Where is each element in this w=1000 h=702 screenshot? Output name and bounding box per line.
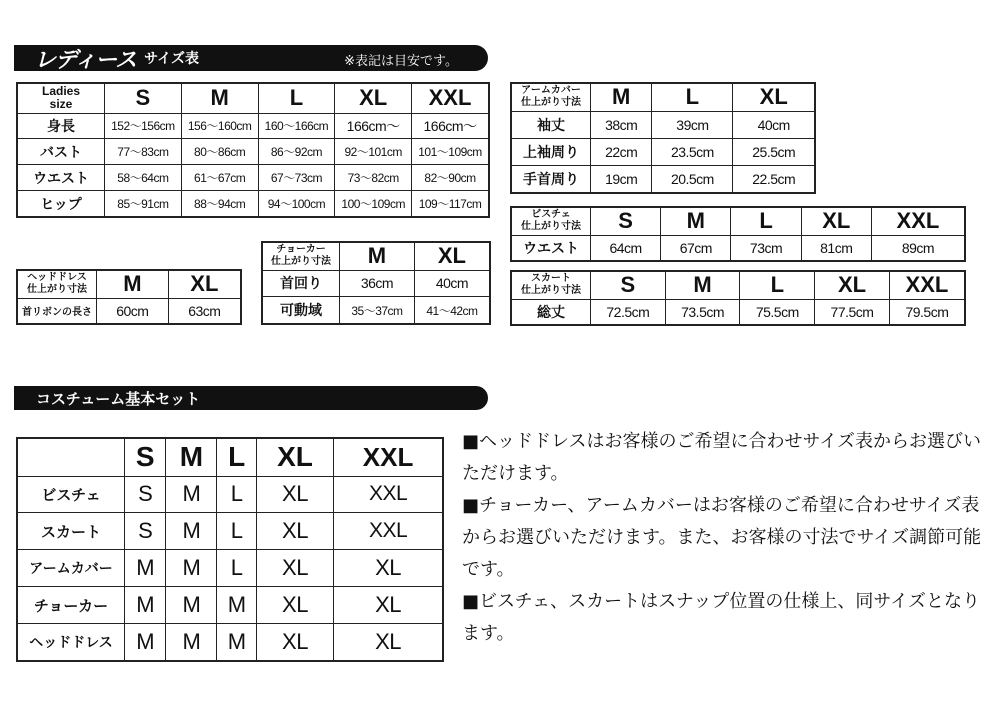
skirt-corner-line2: 仕上がり寸法 [521,285,581,297]
ladies-cell: 94～100cm [258,191,335,217]
headdress-corner-line2: 仕上がり寸法 [27,284,87,296]
ladies-cell: 58～64cm [105,165,182,191]
bustier-header-xxl: XXL [871,207,965,235]
note-bustier-skirt: ■ビスチェ、スカートはスナップ位置の仕様上、同サイズとなります。 [462,591,980,644]
bustier-cell: 67cm [661,235,731,261]
costume-cell: L [217,550,257,587]
headdress-corner-line1: ヘッドドレス [27,272,87,284]
choker-row-label: 可動域 [262,297,340,324]
note-choker-arm: ■チョーカー、アームカバーはお客様のご希望に合わせサイズ表からお選びいただけます。また、お客様の寸法でサイズ調節可能です。 [462,495,982,580]
skirt-corner-line1: スカート [531,273,571,285]
costume-cell: M [217,587,257,624]
ladies-row-label: 身長 [17,113,105,139]
skirt-corner [511,271,591,299]
bustier-cell: 89cm [871,235,965,261]
headdress-corner [17,270,97,298]
choker-table [261,241,491,325]
choker-row-label: 首回り [262,270,340,297]
arm-cover-table [510,82,816,194]
arm-header-m: M [591,83,652,111]
headdress-header-m: M [97,270,169,298]
arm-cell: 23.5cm [652,138,733,165]
bustier-header-xl: XL [801,207,871,235]
costume-header-m: M [166,438,217,476]
ladies-cell: 86～92cm [258,139,335,165]
arm-row-label: 上袖周り [511,138,591,165]
arm-cell: 20.5cm [652,165,733,193]
ladies-cell: 156～160cm [181,113,258,139]
bustier-header-l: L [731,207,801,235]
choker-cell: 36cm [340,270,415,297]
ladies-cell: 67～73cm [258,165,335,191]
costume-cell: M [217,623,257,661]
costume-cell: M [166,623,217,661]
skirt-cell: 72.5cm [591,299,666,325]
costume-cell: L [217,476,257,513]
skirt-cell: 73.5cm [665,299,740,325]
ladies-cell: 152～156cm [105,113,182,139]
choker-cell: 40cm [414,270,490,297]
costume-cell: S [125,513,166,550]
arm-header-xl: XL [733,83,815,111]
bustier-cell: 81cm [801,235,871,261]
ladies-header-s: S [105,83,182,113]
choker-corner-line1: チョーカー [276,244,326,256]
ladies-corner [17,83,105,113]
costume-set-banner [14,386,488,410]
choker-cell: 35～37cm [340,297,415,324]
choker-cell: 41～42cm [414,297,490,324]
headdress-cell: 63cm [168,298,241,324]
costume-title: コスチューム基本セット [36,389,201,408]
arm-corner-line1: アームカバー [521,85,581,97]
ladies-cell: 85～91cm [105,191,182,217]
ladies-cell: 92～101cm [335,139,412,165]
costume-cell: XXL [334,513,443,550]
headdress-header-xl: XL [168,270,241,298]
costume-cell: M [166,513,217,550]
arm-cell: 22cm [591,138,652,165]
costume-cell: M [166,476,217,513]
costume-cell: XXL [334,476,443,513]
ladies-corner-line1: Ladies [41,84,80,99]
choker-header-m: M [340,242,415,270]
arm-cell: 40cm [733,111,815,138]
ladies-row-label: バスト [17,139,105,165]
arm-corner [511,83,591,111]
bustier-row-label: ウエスト [511,235,591,261]
ladies-cell: 109～117cm [412,191,489,217]
skirt-header-m: M [665,271,740,299]
ladies-cell: 77～83cm [105,139,182,165]
skirt-header-l: L [740,271,815,299]
costume-cell: M [125,623,166,661]
arm-cell: 39cm [652,111,733,138]
costume-cell: XL [256,623,333,661]
ladies-note: ※表記は目安です。 [344,54,458,69]
ladies-cell: 101～109cm [412,139,489,165]
headdress-table [16,269,242,325]
ladies-row-label: ヒップ [17,191,105,217]
costume-cell: M [125,587,166,624]
costume-cell: XL [256,513,333,550]
ladies-size-table [16,82,490,218]
choker-corner [262,242,340,270]
costume-corner [17,438,125,476]
costume-cell: XL [334,550,443,587]
ladies-cell: 166cm～ [335,113,412,139]
skirt-table [510,270,966,326]
arm-cell: 22.5cm [733,165,815,193]
costume-cell: XL [256,587,333,624]
costume-row-label: アームカバー [17,550,125,587]
costume-cell: S [125,476,166,513]
bustier-corner-line1: ビスチェ [531,209,571,221]
ladies-title: レディース [34,47,137,73]
arm-row-label: 袖丈 [511,111,591,138]
ladies-cell: 88～94cm [181,191,258,217]
ladies-header-l: L [258,83,335,113]
costume-set-table [16,437,444,662]
costume-cell: M [166,550,217,587]
costume-cell: XL [256,550,333,587]
costume-cell: XL [334,623,443,661]
arm-row-label: 手首周り [511,165,591,193]
costume-cell: L [217,513,257,550]
costume-cell: M [125,550,166,587]
ladies-cell: 61～67cm [181,165,258,191]
notes-block [462,426,992,650]
costume-row-label: ヘッドドレス [17,623,125,661]
skirt-cell: 77.5cm [815,299,890,325]
skirt-header-xl: XL [815,271,890,299]
bustier-table [510,206,966,262]
bustier-header-s: S [591,207,661,235]
costume-header-xl: XL [256,438,333,476]
arm-cell: 38cm [591,111,652,138]
costume-header-s: S [125,438,166,476]
ladies-header-xxl: XXL [412,83,489,113]
skirt-header-xxl: XXL [889,271,965,299]
costume-cell: XL [334,587,443,624]
bustier-corner [511,207,591,235]
arm-cell: 25.5cm [733,138,815,165]
costume-row-label: ビスチェ [17,476,125,513]
ladies-cell: 100～109cm [335,191,412,217]
headdress-cell: 60cm [97,298,169,324]
costume-row-label: スカート [17,513,125,550]
ladies-size-banner [14,45,488,71]
ladies-cell: 160～166cm [258,113,335,139]
choker-corner-line2: 仕上がり寸法 [271,256,331,268]
ladies-cell: 73～82cm [335,165,412,191]
bustier-cell: 64cm [591,235,661,261]
choker-header-xl: XL [414,242,490,270]
ladies-subtitle: サイズ表 [144,51,200,67]
ladies-cell: 80～86cm [181,139,258,165]
skirt-cell: 79.5cm [889,299,965,325]
arm-corner-line2: 仕上がり寸法 [521,97,581,109]
bustier-header-m: M [661,207,731,235]
bustier-cell: 73cm [731,235,801,261]
skirt-cell: 75.5cm [740,299,815,325]
note-headdress: ■ヘッドドレスはお客様のご希望に合わせサイズ表からお選びいただけます。 [462,431,982,484]
headdress-row-label: 首リボンの長さ [17,298,97,324]
arm-header-l: L [652,83,733,111]
ladies-cell: 82～90cm [412,165,489,191]
ladies-corner-line2: size [49,97,73,112]
costume-cell: M [166,587,217,624]
costume-row-label: チョーカー [17,587,125,624]
ladies-header-m: M [181,83,258,113]
costume-cell: XL [256,476,333,513]
skirt-row-label: 総丈 [511,299,591,325]
costume-header-l: L [217,438,257,476]
bustier-corner-line2: 仕上がり寸法 [521,221,581,233]
costume-header-xxl: XXL [334,438,443,476]
arm-cell: 19cm [591,165,652,193]
ladies-header-xl: XL [335,83,412,113]
skirt-header-s: S [591,271,666,299]
ladies-row-label: ウエスト [17,165,105,191]
ladies-cell: 166cm～ [412,113,489,139]
